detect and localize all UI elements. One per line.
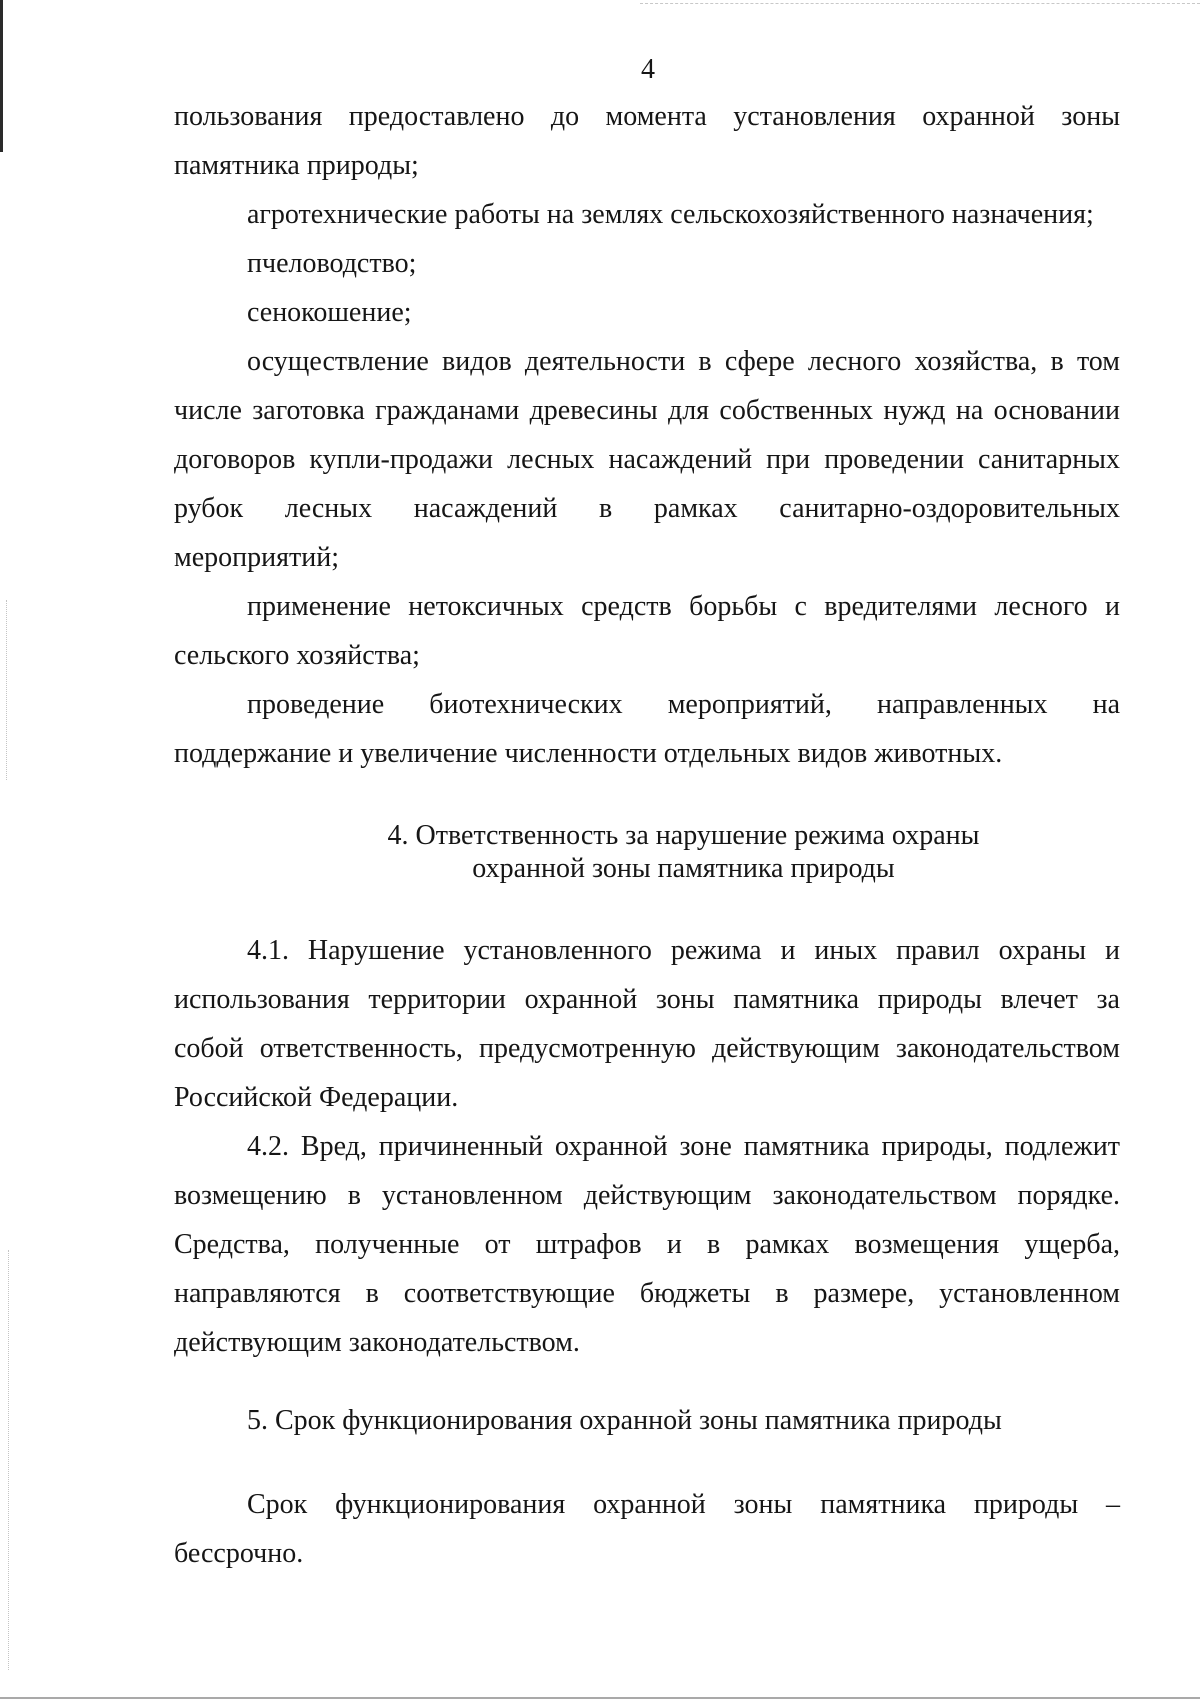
paragraph-line: бессрочно. (174, 1537, 304, 1569)
scan-edge-line-bottom (0, 1697, 1200, 1699)
clause-4-2 (174, 1122, 1120, 1367)
list-item (174, 582, 1120, 680)
paragraph-line: рубок лесных насаждений в рамках санитарно-оздоровительных (174, 493, 1120, 524)
paragraph-line: осуществление видов деятельности в сфере лесного хозяйства, в том (247, 346, 1120, 377)
list-item (174, 337, 1120, 582)
paragraph-line: 4.2. Вред, причиненный охранной зоне памятника природы, подлежит (247, 1131, 1120, 1162)
paragraph-line: пчеловодство; (247, 248, 417, 279)
paragraph-line: Срок функционирования охранной зоны памятника природы – (247, 1488, 1120, 1520)
paragraph-line: направляются в соответствующие бюджеты в размере, установленном (174, 1278, 1120, 1309)
list-item (174, 239, 1120, 288)
scan-edge-specks (8, 1250, 9, 1670)
paragraph-line: числе заготовка гражданами древесины для собственных нужд на основании (174, 395, 1120, 426)
paragraph-line: применение нетоксичных средств борьбы с вредителями лесного и (247, 591, 1120, 622)
document-body (174, 92, 1120, 1578)
scan-edge-line-left (0, 0, 3, 152)
paragraph-line: памятника природы; (174, 150, 419, 181)
section-heading (174, 1396, 1120, 1445)
section-heading-line: 4. Ответственность за нарушение режима охраны (387, 820, 980, 851)
clause-4-1 (174, 926, 1120, 1122)
paragraph-line: Российской Федерации. (174, 1082, 459, 1113)
paragraph-line: сельского хозяйства; (174, 640, 420, 671)
paragraph-line: поддержание и увеличение численности отдельных видов животных. (174, 738, 1003, 769)
paragraph-line: 4.1. Нарушение установленного режима и иных правил охраны и (247, 935, 1120, 966)
paragraph-continuation (174, 92, 1120, 190)
section-heading (174, 819, 1120, 885)
section-body (174, 1480, 1120, 1578)
paragraph-line: проведение биотехнических мероприятий, направленных на (247, 689, 1120, 720)
paragraph-line: использования территории охранной зоны памятника природы влечет за (174, 984, 1120, 1015)
paragraph-line: действующим законодательством. (174, 1327, 580, 1358)
scan-edge-specks (6, 600, 7, 780)
section-body (174, 926, 1120, 1367)
list-item (174, 288, 1120, 337)
paragraph-line: агротехнические работы на землях сельскохозяйственного назначения; (247, 199, 1094, 230)
paragraph-line: пользования предоставлено до момента установления охранной зоны (174, 101, 1120, 132)
scan-edge-line-top (640, 3, 1200, 4)
page-number: 4 (641, 54, 655, 85)
paragraph-line: Средства, полученные от штрафов и в рамках возмещения ущерба, (174, 1229, 1120, 1260)
section-heading-line: охранной зоны памятника природы (472, 853, 895, 884)
paragraph-line: возмещению в установленном действующим законодательством порядке. (174, 1180, 1120, 1211)
list-item (174, 680, 1120, 778)
section-heading-line: 5. Срок функционирования охранной зоны памятника природы (247, 1405, 1002, 1436)
list-item (174, 190, 1120, 239)
paragraph-line: договоров купли-продажи лесных насаждений при проведении санитарных (174, 444, 1120, 475)
paragraph-line: мероприятий; (174, 542, 339, 573)
paragraph-line: собой ответственность, предусмотренную действующим законодательством (174, 1033, 1120, 1064)
paragraph-line: сенокошение; (247, 297, 412, 328)
paragraph (174, 1480, 1120, 1578)
